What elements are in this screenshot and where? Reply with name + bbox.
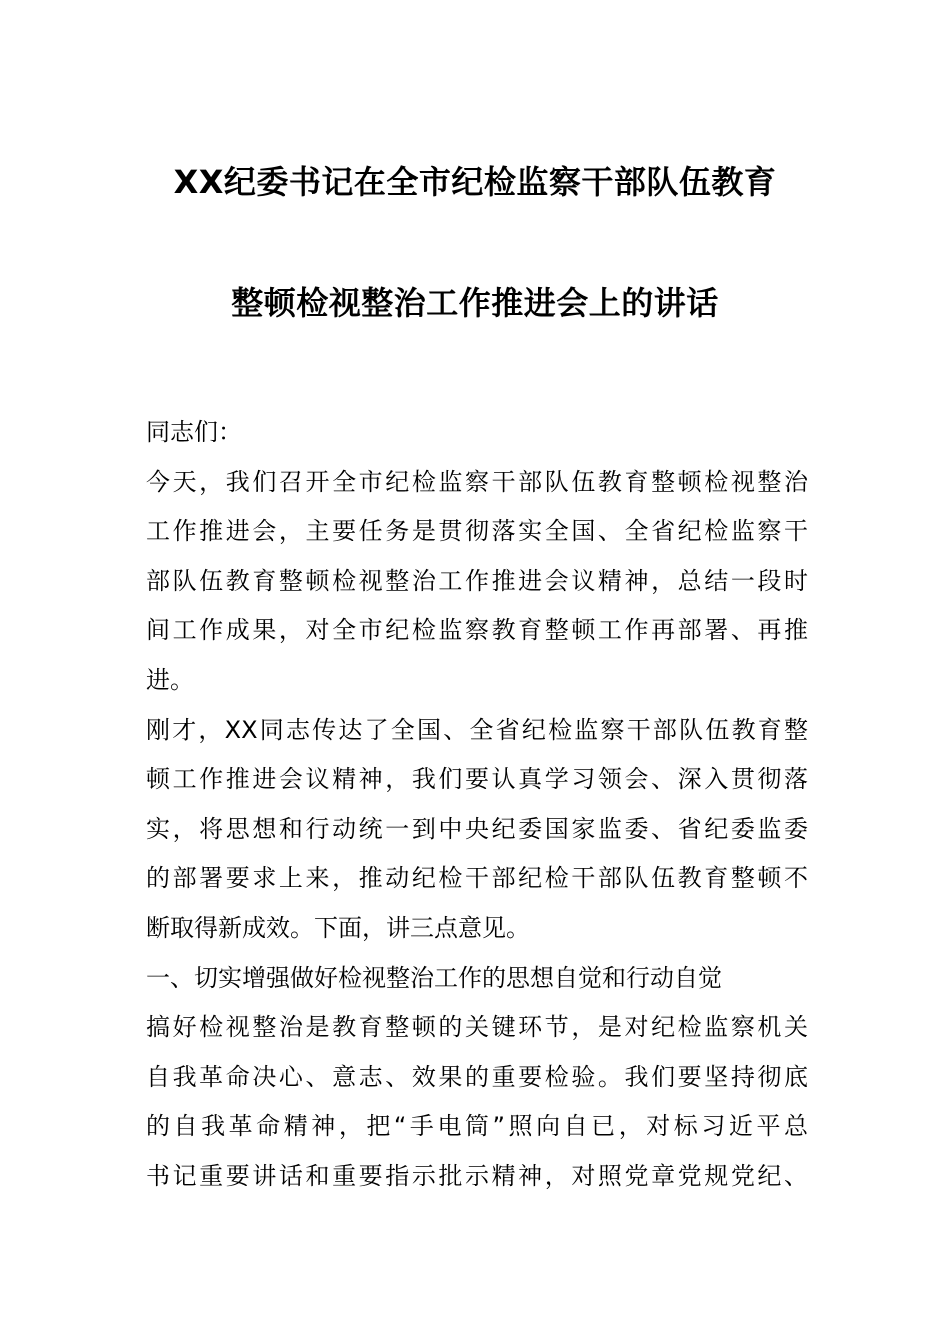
body-line: 工作推进会，主要任务是贯彻落实全国、全省纪检监察干 [146, 517, 808, 546]
salutation: 同志们： [146, 418, 242, 446]
document-title-line-2: 整顿检视整治工作推进会上的讲话 [231, 284, 719, 322]
body-line: 书记重要讲话和重要指示批示精神，对照党章党规党纪、 [146, 1161, 808, 1190]
body-line: 今天，我们召开全市纪检监察干部队伍教育整顿检视整治 [146, 467, 808, 496]
body-line: 顿工作推进会议精神，我们要认真学习领会、深入贯彻落 [146, 765, 808, 794]
section-heading: 一、切实增强做好检视整治工作的思想自觉和行动自觉 [146, 963, 722, 992]
document-body [146, 414, 808, 1208]
body-line: 部队伍教育整顿检视整治工作推进会议精神，总结一段时 [146, 566, 808, 595]
document-title-line-1: XX纪委书记在全市纪检监察干部队伍教育 [173, 163, 777, 201]
body-line: 间工作成果，对全市纪检监察教育整顿工作再部署、再推 [146, 616, 808, 645]
body-line: 断取得新成效。下面，讲三点意见。 [146, 913, 530, 942]
body-line: 的自我革命精神，把“手电筒”照向自已，对标习近平总 [146, 1112, 808, 1141]
body-line: 实，将思想和行动统一到中央纪委国家监委、省纪委监委 [146, 814, 808, 843]
body-line: 刚才，XX同志传达了全国、全省纪检监察干部队伍教育整 [146, 715, 808, 744]
body-line: 进。 [146, 665, 194, 694]
body-line: 搞好检视整治是教育整顿的关键环节，是对纪检监察机关 [146, 1013, 808, 1042]
body-line: 的部署要求上来，推动纪检干部纪检干部队伍教育整顿不 [146, 864, 808, 893]
body-line: 自我革命决心、意志、效果的重要检验。我们要坚持彻底 [146, 1062, 808, 1091]
